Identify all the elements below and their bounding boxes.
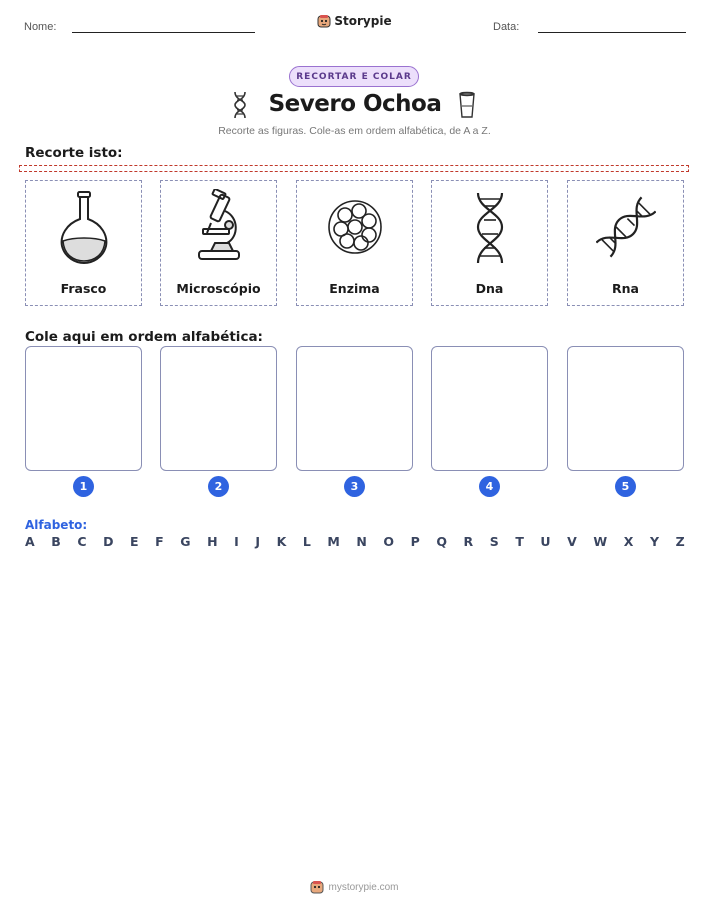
slot-number-3: 3 xyxy=(344,476,365,497)
page-title: Severo Ochoa xyxy=(268,91,442,117)
alphabet-letter: H xyxy=(207,534,218,549)
footer-url: mystorypie.com xyxy=(328,881,399,893)
footer xyxy=(0,880,709,894)
cut-card-frasco[interactable] xyxy=(25,180,142,306)
enzyme-icon xyxy=(325,189,385,267)
card-label: Rna xyxy=(612,281,639,296)
alphabet-letter: P xyxy=(410,534,420,549)
alphabet-letter: R xyxy=(463,534,474,549)
alphabet-letter: U xyxy=(540,534,551,549)
alphabet-letter: M xyxy=(327,534,340,549)
rna-icon xyxy=(596,189,656,267)
glass-icon xyxy=(458,91,476,119)
date-label: Data: xyxy=(493,21,520,33)
date-line xyxy=(538,32,686,33)
slot-number-1: 1 xyxy=(73,476,94,497)
alphabet-letter: S xyxy=(489,534,499,549)
cut-section-title: Recorte isto: xyxy=(25,145,123,161)
dna-icon xyxy=(460,189,520,267)
slot-number-4: 4 xyxy=(479,476,500,497)
alphabet-letter: B xyxy=(51,534,61,549)
name-line xyxy=(72,32,255,33)
card-label: Dna xyxy=(475,281,504,296)
slot-number-5: 5 xyxy=(615,476,636,497)
cut-card-microscopio[interactable] xyxy=(160,180,277,306)
brand-logo xyxy=(0,14,709,28)
alphabet-row xyxy=(25,534,685,549)
cut-card-enzima[interactable] xyxy=(296,180,413,306)
card-label: Microscópio xyxy=(176,281,261,296)
alphabet-letter: X xyxy=(623,534,634,549)
card-label: Frasco xyxy=(60,281,107,296)
alphabet-letter: Z xyxy=(675,534,685,549)
alphabet-letter: N xyxy=(356,534,367,549)
dna-icon xyxy=(232,91,248,119)
instructions: Recorte as figuras. Cole-as em ordem alfabética, de A a Z. xyxy=(218,125,491,137)
alphabet-letter: K xyxy=(276,534,287,549)
cut-line xyxy=(19,165,689,172)
paste-slot-5[interactable] xyxy=(567,346,684,471)
paste-slot-4[interactable] xyxy=(431,346,548,471)
alphabet-letter: E xyxy=(130,534,139,549)
alphabet-letter: V xyxy=(567,534,577,549)
cut-card-rna[interactable] xyxy=(567,180,684,306)
alphabet-letter: J xyxy=(255,534,260,549)
storypie-mascot-icon xyxy=(310,880,324,894)
slot-number-2: 2 xyxy=(208,476,229,497)
alphabet-letter: T xyxy=(515,534,524,549)
alphabet-letter: F xyxy=(155,534,164,549)
alphabet-letter: D xyxy=(103,534,114,549)
activity-badge: RECORTAR E COLAR xyxy=(289,66,419,87)
alphabet-letter: A xyxy=(25,534,35,549)
flask-icon xyxy=(54,189,114,267)
alphabet-letter: G xyxy=(180,534,191,549)
paste-section-title: Cole aqui em ordem alfabética: xyxy=(25,329,263,345)
alphabet-letter: W xyxy=(593,534,608,549)
storypie-mascot-icon xyxy=(317,14,331,28)
alphabet-letter: O xyxy=(383,534,395,549)
alphabet-letter: C xyxy=(77,534,87,549)
microscope-icon xyxy=(189,189,249,267)
alphabet-letter: I xyxy=(234,534,239,549)
paste-slot-3[interactable] xyxy=(296,346,413,471)
alphabet-title: Alfabeto: xyxy=(25,518,88,532)
name-label: Nome: xyxy=(24,21,57,33)
paste-slot-2[interactable] xyxy=(160,346,277,471)
card-label: Enzima xyxy=(329,281,380,296)
cut-card-dna[interactable] xyxy=(431,180,548,306)
alphabet-letter: Q xyxy=(436,534,447,549)
alphabet-letter: Y xyxy=(649,534,659,549)
paste-slot-1[interactable] xyxy=(25,346,142,471)
alphabet-letter: L xyxy=(302,534,311,549)
brand-name: Storypie xyxy=(334,14,392,28)
